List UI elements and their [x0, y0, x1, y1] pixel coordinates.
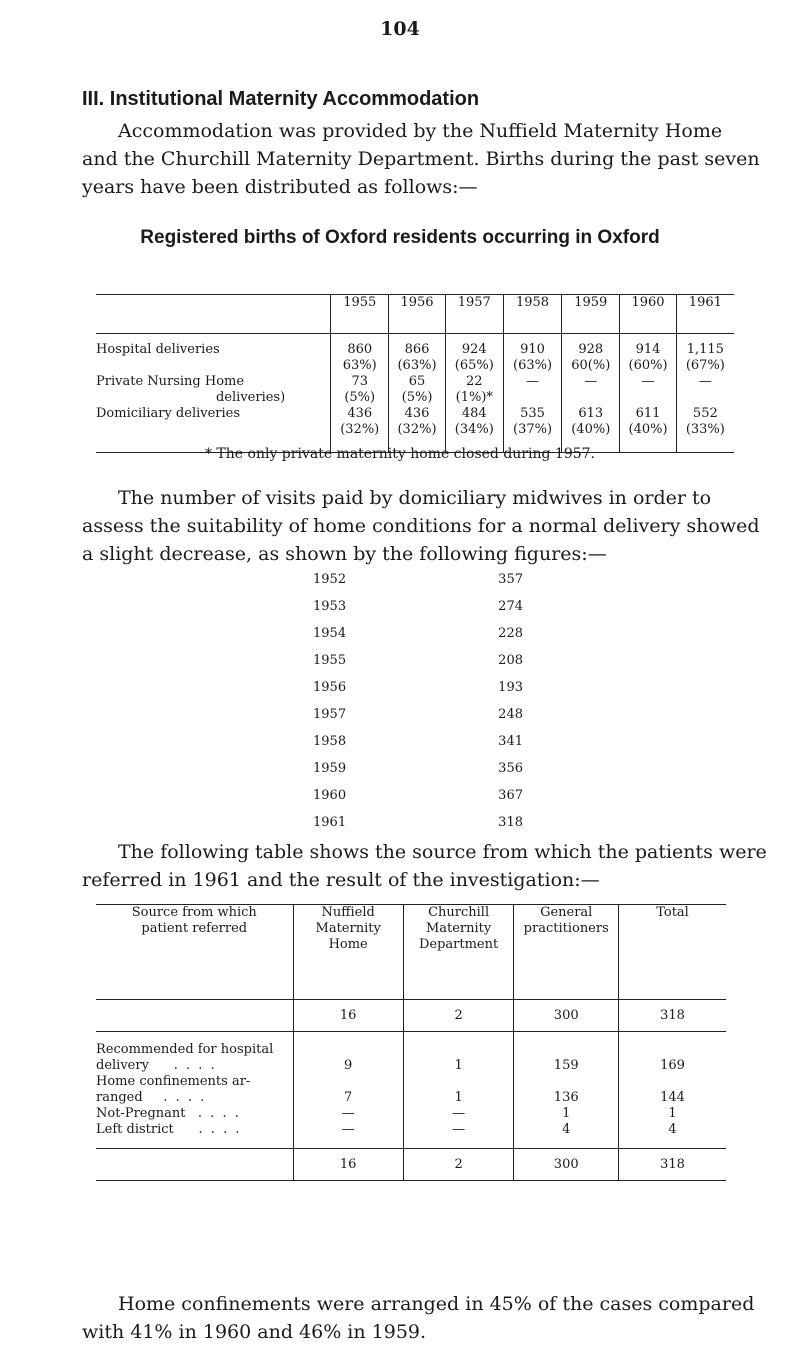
totals-bottom-blank: [96, 1149, 293, 1181]
cell: 9: [344, 1058, 353, 1073]
cell: [619, 1074, 726, 1090]
header-source: [96, 905, 293, 1000]
source-header-row: [96, 905, 726, 1000]
cell: 300: [514, 1000, 619, 1032]
cell: (67%): [685, 358, 725, 373]
births-col-1961: [676, 334, 734, 453]
row-label-text: Left district: [96, 1122, 174, 1137]
row-label-text: ranged: [96, 1090, 143, 1105]
row-label-text: Not-Pregnant: [96, 1106, 186, 1121]
leader-dots: . . . .: [173, 1058, 217, 1073]
year-header: 1958: [503, 295, 561, 334]
header-line: Source from which: [131, 905, 257, 920]
births-header-blank: [96, 295, 331, 334]
year-header: 1959: [562, 295, 620, 334]
cell: 16: [293, 1149, 403, 1181]
cell: 300: [514, 1149, 619, 1181]
visits-row: [313, 755, 523, 782]
cell: 159: [553, 1058, 579, 1073]
cell: 73: [351, 374, 369, 389]
page-number: 104: [380, 18, 420, 40]
cell: 16: [293, 1000, 403, 1032]
cell: [404, 1042, 514, 1058]
cell: 914: [635, 342, 661, 357]
visits-year: 1954: [313, 626, 347, 641]
cell: 4: [562, 1122, 571, 1137]
header-general-practitioners: [514, 905, 619, 1000]
row-label: [96, 358, 330, 374]
cell: 60(%): [571, 358, 611, 373]
cell: [294, 1042, 403, 1058]
visits-row: [313, 809, 523, 836]
year-header: 1955: [331, 295, 389, 334]
visits-value: 193: [498, 680, 523, 695]
births-table: [96, 294, 734, 453]
leader-dots: . . . .: [198, 1122, 242, 1137]
cell: —: [584, 374, 598, 389]
cell: (40%): [628, 422, 668, 437]
cell: 484: [461, 406, 487, 421]
year-header: 1960: [620, 295, 676, 334]
cell: —: [341, 1122, 355, 1137]
col-nuffield: [293, 1032, 403, 1149]
closing-paragraph: Home confinements were arranged in 45% of the cases compared with 41% in 1960 and 46% in 1959.: [82, 1293, 755, 1343]
totals-bottom-row: [96, 1149, 726, 1181]
visits-year: 1957: [313, 707, 347, 722]
cell: 169: [660, 1058, 685, 1073]
col-churchill: [403, 1032, 514, 1149]
cell: 65: [408, 374, 426, 389]
visits-value: 208: [498, 653, 523, 668]
leader-dots: . . . .: [197, 1106, 241, 1121]
cell: 2: [403, 1000, 514, 1032]
leader-dots: . . . .: [163, 1090, 207, 1105]
row-label: [96, 1106, 293, 1122]
visits-row: [313, 620, 523, 647]
header-line: General: [540, 905, 593, 920]
visits-year: 1955: [313, 653, 347, 668]
intro-paragraph: Accommodation was provided by the Nuffield Maternity Home and the Churchill Maternity Department. Births during the past seven years have been distributed as follows:—: [82, 120, 760, 198]
referral-source-table: [96, 904, 726, 1181]
visits-row: [313, 647, 523, 674]
cell: 4: [668, 1122, 677, 1137]
cell: 436: [347, 406, 373, 421]
header-line: Maternity: [425, 921, 492, 936]
births-col-1956: [389, 334, 445, 453]
row-label: Private Nursing Home: [96, 374, 245, 389]
cell: 7: [344, 1090, 353, 1105]
header-nuffield: [293, 905, 403, 1000]
cell: 22: [466, 374, 483, 389]
year-header: 1961: [676, 295, 734, 334]
cell: —: [698, 374, 712, 389]
cell: (32%): [397, 422, 437, 437]
visits-value: 357: [498, 572, 523, 587]
section-title: III. Institutional Maternity Accommodation: [82, 88, 480, 110]
cell: —: [341, 1106, 355, 1121]
cell: [620, 390, 675, 406]
visits-value: 248: [498, 707, 523, 722]
visits-value: 367: [498, 788, 523, 803]
visits-value: 356: [498, 761, 523, 776]
cell: 63%): [342, 358, 377, 373]
births-col-1959: [562, 334, 620, 453]
header-line: Total: [656, 905, 689, 920]
header-line: patient referred: [141, 921, 248, 936]
cell: (33%): [685, 422, 725, 437]
header-total: [619, 905, 726, 1000]
births-footnote: * The only private maternity home closed during 1957.: [204, 446, 596, 462]
cell: 318: [619, 1000, 726, 1032]
cell: —: [526, 374, 540, 389]
births-header-row: [96, 295, 734, 334]
header-line: Nuffield: [321, 905, 375, 920]
cell: 1: [562, 1106, 571, 1121]
cell: [514, 1042, 618, 1058]
year-header: 1956: [389, 295, 445, 334]
cell: 535: [520, 406, 545, 421]
col-general-practitioners: [514, 1032, 619, 1149]
visits-year: 1952: [313, 572, 347, 587]
cell: [562, 390, 619, 406]
cell: (32%): [340, 422, 380, 437]
visits-year: 1956: [313, 680, 347, 695]
cell: 1: [454, 1058, 463, 1073]
cell: 144: [660, 1090, 685, 1105]
visits-paragraph: The number of visits paid by domiciliary midwives in order to assess the suitability of home conditions for a normal delivery showed a slight decrease, as shown by the following figures:—: [82, 487, 760, 565]
births-row-labels: [96, 334, 331, 453]
births-body-row: [96, 334, 734, 453]
row-label-text: delivery: [96, 1058, 149, 1073]
cell: (63%): [513, 358, 553, 373]
cell: 866: [404, 342, 430, 357]
visits-year: 1960: [313, 788, 347, 803]
visits-table: [313, 566, 523, 836]
visits-value: 341: [498, 734, 523, 749]
visits-year: 1958: [313, 734, 347, 749]
births-table-title: Registered births of Oxford residents occurring in Oxford: [140, 227, 660, 248]
row-label: [96, 1058, 293, 1074]
cell: [619, 1042, 726, 1058]
visits-row: [313, 674, 523, 701]
row-label: Home confinements ar-: [96, 1074, 251, 1089]
cell: 611: [635, 406, 661, 421]
cell: 928: [578, 342, 604, 357]
header-line: Home: [328, 937, 368, 952]
cell: [504, 390, 561, 406]
cell: 860: [347, 342, 373, 357]
visits-row: [313, 566, 523, 593]
cell: 552: [692, 406, 718, 421]
cell: (34%): [454, 422, 494, 437]
totals-top-row: [96, 1000, 726, 1032]
visits-year: 1959: [313, 761, 347, 776]
source-body-row: [96, 1032, 726, 1149]
cell: 1,115: [686, 342, 724, 357]
header-line: practitioners: [523, 921, 609, 936]
cell: 1: [454, 1090, 463, 1105]
births-col-1957: [445, 334, 503, 453]
births-col-1955: [331, 334, 389, 453]
visits-value: 274: [498, 599, 523, 614]
cell: [677, 390, 734, 406]
births-col-1960: [620, 334, 676, 453]
header-line: Churchill: [428, 905, 490, 920]
cell: (5%): [344, 390, 376, 405]
cell: 613: [578, 406, 604, 421]
cell: [294, 1074, 403, 1090]
cell: (37%): [513, 422, 553, 437]
totals-top-blank: [96, 1000, 293, 1032]
row-label: [96, 1122, 293, 1138]
header-churchill: [403, 905, 514, 1000]
cell: (65%): [454, 358, 494, 373]
row-label: [96, 422, 330, 438]
cell: 924: [461, 342, 487, 357]
cell: [404, 1074, 514, 1090]
cell: (63%): [397, 358, 437, 373]
year-header: 1957: [445, 295, 503, 334]
cell: 910: [520, 342, 545, 357]
cell: (5%): [401, 390, 433, 405]
cell: 1: [668, 1106, 677, 1121]
cell: —: [452, 1122, 466, 1137]
header-line: Maternity: [315, 921, 381, 936]
visits-value: 318: [498, 815, 523, 830]
cell: (1%)*: [455, 390, 493, 405]
visits-row: [313, 782, 523, 809]
cell: —: [641, 374, 655, 389]
cell: (40%): [571, 422, 611, 437]
row-label: Recommended for hospital: [96, 1042, 274, 1057]
header-line: Department: [418, 937, 499, 952]
row-label: deliveries): [216, 390, 286, 405]
cell: 136: [553, 1090, 579, 1105]
cell: (60%): [628, 358, 668, 373]
cell: [514, 1074, 618, 1090]
visits-year: 1953: [313, 599, 347, 614]
row-label: [96, 1090, 293, 1106]
visits-year: 1961: [313, 815, 347, 830]
source-intro-paragraph: The following table shows the source from which the patients were referred in 1961 and the result of the investigation:—: [82, 841, 767, 891]
visits-row: [313, 728, 523, 755]
col-total: [619, 1032, 726, 1149]
visits-row: [313, 701, 523, 728]
cell: 318: [619, 1149, 726, 1181]
visits-value: 228: [498, 626, 523, 641]
source-row-labels: [96, 1032, 293, 1149]
cell: 436: [404, 406, 430, 421]
row-label: Domiciliary deliveries: [96, 406, 241, 421]
births-col-1958: [503, 334, 561, 453]
cell: 2: [403, 1149, 514, 1181]
cell: —: [452, 1106, 466, 1121]
visits-row: [313, 593, 523, 620]
row-label: Hospital deliveries: [96, 342, 220, 357]
